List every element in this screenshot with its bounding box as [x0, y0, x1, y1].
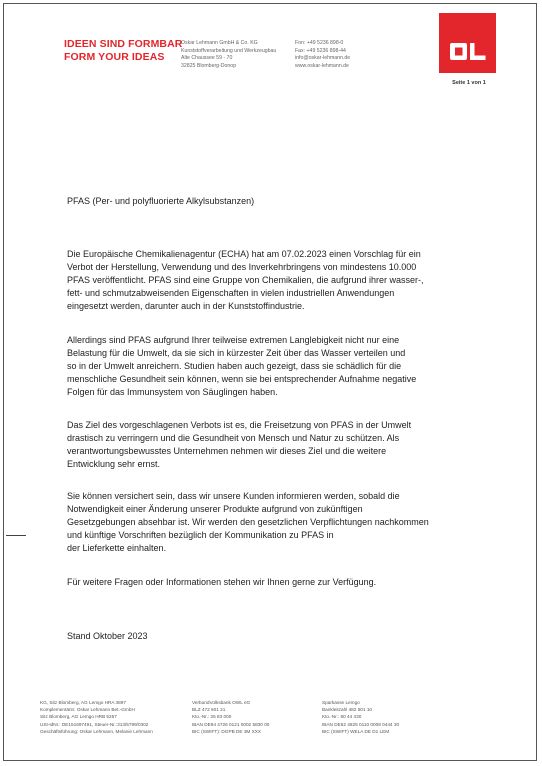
company-name: Oskar Lehmann GmbH & Co. KG	[181, 40, 258, 46]
footer-line: Sparkasse Lemgo	[322, 700, 360, 705]
paragraph-line: Folgen für das Immunsystem von Säuglingen haben.	[67, 386, 278, 397]
paragraph-2	[67, 334, 416, 399]
paragraph-line: verantwortungsbewusstes Unternehmen nehmen wir dieses Ziel und die weitere	[67, 445, 387, 456]
page-number: Seite 1 von 1	[452, 80, 486, 86]
company-contact	[295, 40, 350, 70]
letter-subject: PFAS (Per- und polyfluorierte Alkylsubstanzen)	[67, 196, 255, 206]
ol-logo-icon	[439, 13, 496, 73]
paragraph-line: menschliche Gesundheit sein können, wenn sie bei entsprechender Aufnahme negative	[67, 373, 417, 384]
logo-letter-l	[470, 43, 486, 60]
paragraph-line: Gesetzgebungen absehbar ist. Wir werden den gesetzlichen Verpflichtungen nachkommen	[67, 516, 429, 527]
footer-line: BIC (SWIFT) WELA DE D1 LEM	[322, 728, 390, 734]
paragraph-3	[67, 419, 411, 471]
paragraph-1	[67, 248, 424, 313]
slogan-line-2: FORM YOUR IDEAS	[64, 51, 165, 63]
footer-line: KG, Sitz Blomberg, AG Lemgo HRA 3897	[40, 700, 126, 705]
contact-email: info@oskar-lehmann.de	[295, 55, 351, 62]
footer-line: IBAN DE62 4825 0110 0008 0444 30	[322, 721, 400, 727]
footer-line: VerbundVolksbank OWL eG	[192, 700, 251, 705]
letter-date	[67, 630, 148, 643]
footer-bank-2	[322, 699, 399, 735]
paragraph-line: der Lieferkette einhalten.	[67, 542, 167, 553]
date-line: Stand Oktober 2023	[67, 631, 148, 641]
contact-fax: Fax: +49 5236 898-44	[295, 47, 346, 54]
footer-line: IBAN DE94 4726 0121 0002 5830 00	[192, 721, 270, 727]
paragraph-line: und künftige Vorschriften bezüglich der Kommunikation zu PFAS in	[67, 529, 334, 540]
footer-line: Geschäftsführung: Oskar Lehmann, Melanie Lehmann	[40, 728, 153, 734]
paragraph-line: Notwendigkeit einer Änderung unserer Produkte aufgrund von zukünftigen	[67, 503, 363, 514]
paragraph-line: PFAS veröffentlicht. PFAS sind eine Gruppe von Chemikalien, die aufgrund ihrer wasser-,	[67, 274, 424, 285]
footer-line: BLZ 472 601 21	[192, 707, 226, 713]
footer-line: Bankleitzahl 482 501 10	[322, 707, 373, 713]
slogan-line-1: IDEEN SIND FORMBAR	[64, 38, 183, 50]
logo-letter-o	[450, 43, 467, 60]
company-logo	[439, 13, 496, 73]
paragraph-line: Für weitere Fragen oder Informationen stehen wir Ihnen gerne zur Verfügung.	[67, 577, 377, 587]
paragraph-line: eingesetzt werden, darunter auch in der Kunststoffindustrie.	[67, 300, 305, 311]
footer-line: Kto.-Nr.: 25 83 000	[192, 714, 232, 720]
footer-line: Komplementärin: Oskar Lehmann Bet.-GmbH	[40, 707, 135, 713]
company-address	[181, 40, 276, 70]
contact-phone: Fon: +49 5236 898-0	[295, 40, 344, 46]
fold-mark	[6, 535, 26, 536]
footer-legal	[40, 699, 153, 735]
footer-line: USt-IdNr.: DE151697491, Steuer-Nr.:313/5799/0302	[40, 721, 149, 727]
paragraph-line: Entwicklung sehr ernst.	[67, 458, 161, 469]
paragraph-line: Verbot der Herstellung, Verwendung und des Inverkehrbringens von mindestens 10.000	[67, 261, 417, 272]
footer-line: BIC (SWIFT): DGPB DE 3M XXX	[192, 728, 262, 734]
paragraph-line: Die Europäische Chemikalienagentur (ECHA) hat am 07.02.2023 einen Vorschlag für ein	[67, 249, 421, 259]
company-description: Kunststoffverarbeitung und Werkzeugbau	[181, 47, 277, 54]
paragraph-line: fett- und schmutzabweisenden Eigenschaften in vielen industriellen Anwendungen	[67, 287, 395, 298]
footer-line: Kto.-Nr.: 80 44 430	[322, 714, 362, 720]
company-street: Alte Chaussee 59 - 70	[181, 55, 233, 62]
paragraph-line: Allerdings sind PFAS aufgrund Ihrer teilweise extremen Langlebigkeit nicht nur eine	[67, 335, 400, 345]
paragraph-line: drastisch zu verringern und die Gesundheit von Mensch und Natur zu schützen. Als	[67, 432, 400, 443]
paragraph-line: Belastung für die Umwelt, da sie sich in kürzester Zeit über das Wasser verteilen und	[67, 347, 406, 358]
paragraph-line: so in der Umwelt anreichern. Studien haben auch gezeigt, dass sie schädlich für die	[67, 360, 402, 371]
company-city: 32825 Blomberg-Donop	[181, 62, 237, 69]
paragraph-line: Das Ziel des vorgeschlagenen Verbots ist es, die Freisetzung von PFAS in der Umwelt	[67, 420, 412, 430]
paragraph-5	[67, 576, 376, 589]
paragraph-4	[67, 490, 429, 555]
contact-website: www.oskar-lehmann.de	[295, 62, 349, 69]
footer-bank-1	[192, 699, 269, 735]
company-slogan	[64, 38, 182, 64]
paragraph-line: Sie können versichert sein, dass wir unsere Kunden informieren werden, sobald die	[67, 491, 400, 501]
footer-line: Sitz Blomberg, AG Lemgo HRB 5257	[40, 714, 117, 720]
